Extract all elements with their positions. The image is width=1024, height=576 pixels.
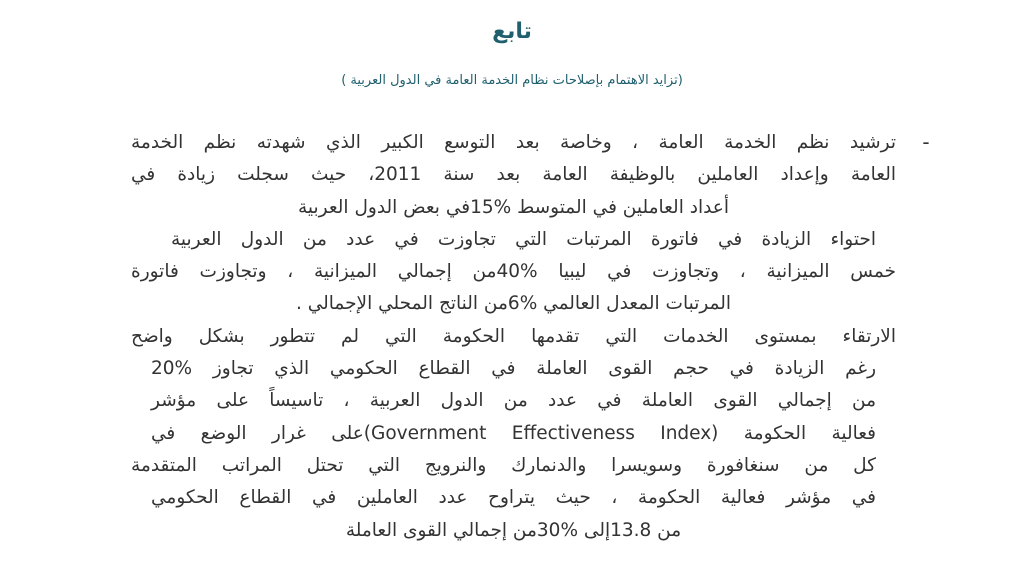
body-line: فعالية الحكومة (Government Effectiveness Index)على غرار الوضع في: [151, 422, 876, 444]
body-line: الارتقاء بمستوى الخدمات التي تقدمها الحكومة التي لم تتطور بشكل واضح: [131, 325, 896, 347]
body-line: خمس الميزانية ، وتجاوزت في ليبيا %40من إجمالي الميزانية ، وتجاوزت فاتورة: [131, 261, 896, 283]
bullet-marker: -: [922, 130, 930, 154]
slide-subtitle: (تزايد الاهتمام بإصلاحات نظام الخدمة العامة في الدول العربية ): [341, 73, 683, 88]
body-line: المرتبات المعدل العالمي %6من الناتج المحلي الإجمالي .: [295, 293, 732, 315]
body-line: في مؤشر فعالية الحكومة ، حيث يتراوح عدد العاملين في القطاع الحكومي: [151, 487, 876, 509]
body-line: من 13.8إلى %30من إجمالي القوى العاملة: [345, 519, 682, 541]
body-line: العامة وإعداد العاملين بالوظيفة العامة بعد سنة 2011، حيث سجلت زيادة في: [131, 164, 896, 186]
body-line: أعداد العاملين في المتوسط %15في بعض الدول العربية: [298, 196, 729, 218]
body-text: [131, 127, 896, 547]
body-line: ترشيد نظم الخدمة العامة ، وخاصة بعد التوسع الكبير الذي شهدته نظم الخدمة: [131, 132, 896, 153]
body-line: من إجمالي القوى العاملة في عدد من الدول العربية ، تاسيساً على مؤشر: [151, 390, 876, 412]
body-line: احتواء الزيادة في فاتورة المرتبات التي تجاوزت في عدد من الدول العربية: [171, 228, 876, 250]
slide-title: تابع: [492, 19, 532, 44]
body-line: كل من سنغافورة وسويسرا والدنمارك والنرويج التي تحتل المراتب المتقدمة: [131, 454, 876, 476]
body-line: رغم الزيادة في حجم القوى العاملة في القطاع الحكومي الذي تجاوز %20: [151, 358, 876, 380]
